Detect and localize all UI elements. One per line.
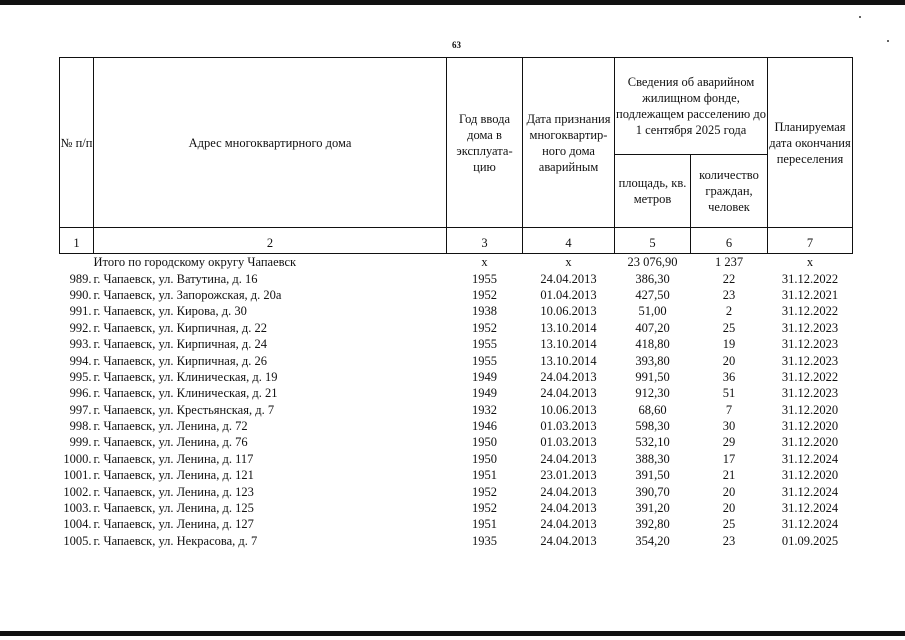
header-people: количество граждан, человек	[691, 155, 768, 228]
row-address: г. Чапаевск, ул. Кирова, д. 30	[93, 304, 247, 319]
row-number: 989.	[69, 271, 92, 286]
row-number: 999.	[69, 435, 92, 450]
table-header	[60, 58, 853, 254]
row-year: 1949	[472, 369, 497, 384]
table-row	[60, 533, 853, 549]
row-address: г. Чапаевск, ул. Ленина, д. 117	[93, 451, 254, 466]
total-people: 1 237	[714, 255, 744, 270]
row-planned: 01.09.2025	[781, 533, 839, 548]
row-area: 388,30	[635, 451, 670, 466]
row-planned: 31.12.2022	[781, 369, 839, 384]
table-row	[60, 483, 853, 499]
row-people: 25	[722, 517, 736, 532]
row-people: 51	[722, 386, 736, 401]
column-number: 6	[691, 228, 768, 254]
row-people: 20	[722, 353, 736, 368]
row-year: 1952	[472, 287, 497, 302]
row-area: 391,50	[635, 468, 670, 483]
row-address: г. Чапаевск, ул. Ленина, д. 123	[93, 484, 254, 499]
row-address: г. Чапаевск, ул. Некрасова, д. 7	[93, 533, 258, 548]
row-year: 1952	[472, 320, 497, 335]
table-body	[60, 254, 853, 550]
row-area: 386,30	[635, 271, 670, 286]
row-area: 392,80	[635, 517, 670, 532]
row-number: 1003.	[63, 501, 92, 516]
row-date: 24.04.2013	[540, 386, 597, 401]
row-year: 1938	[472, 304, 497, 319]
row-number: 1004.	[63, 517, 92, 532]
row-date: 13.10.2014	[540, 337, 597, 352]
row-number: 1000.	[63, 451, 92, 466]
table-row	[60, 336, 853, 352]
row-date: 24.04.2013	[540, 451, 597, 466]
table-row	[60, 320, 853, 336]
row-address: г. Чапаевск, ул. Запорожская, д. 20а	[93, 287, 282, 302]
row-year: 1951	[472, 517, 497, 532]
row-number: 990.	[69, 287, 92, 302]
row-year: 1952	[472, 501, 497, 516]
row-area: 393,80	[635, 353, 670, 368]
row-number: 995.	[69, 369, 92, 384]
row-planned: 31.12.2022	[781, 271, 839, 286]
table-row	[60, 369, 853, 385]
total-label: Итого по городскому округу Чапаевск	[93, 255, 297, 270]
scan-speck	[859, 16, 861, 18]
row-number: 994.	[69, 353, 92, 368]
column-number: 2	[94, 228, 447, 254]
row-planned: 31.12.2022	[781, 304, 839, 319]
row-date: 01.03.2013	[540, 435, 597, 450]
row-people: 20	[722, 501, 736, 516]
row-date: 01.04.2013	[540, 287, 597, 302]
page-number: 63	[452, 40, 461, 50]
column-number: 1	[60, 228, 94, 254]
row-people: 22	[722, 271, 736, 286]
header-info: Сведения об аварийном жилищном фонде, подлежащем расселению до 1 сентября 2025 года	[615, 58, 768, 155]
row-address: г. Чапаевск, ул. Ленина, д. 125	[93, 501, 254, 516]
row-number: 998.	[69, 419, 92, 434]
column-number: 7	[768, 228, 853, 254]
row-planned: 31.12.2020	[781, 468, 839, 483]
header-num: № п/п	[60, 58, 94, 228]
row-date: 23.01.2013	[540, 468, 597, 483]
row-year: 1935	[472, 533, 497, 548]
row-date: 13.10.2014	[540, 353, 597, 368]
row-year: 1955	[472, 271, 497, 286]
row-area: 598,30	[635, 419, 670, 434]
total-row	[60, 254, 853, 271]
row-date: 24.04.2013	[540, 484, 597, 499]
table-row	[60, 516, 853, 532]
row-date: 10.06.2013	[540, 304, 597, 319]
row-people: 17	[722, 451, 736, 466]
row-area: 418,80	[635, 337, 670, 352]
row-area: 427,50	[635, 287, 670, 302]
row-year: 1955	[472, 337, 497, 352]
row-year: 1949	[472, 386, 497, 401]
row-address: г. Чапаевск, ул. Кирпичная, д. 22	[93, 320, 267, 335]
table-row	[60, 352, 853, 368]
total-date: х	[565, 255, 572, 270]
row-area: 532,10	[635, 435, 670, 450]
row-address: г. Чапаевск, ул. Ватутина, д. 16	[93, 271, 258, 286]
row-people: 2	[725, 304, 733, 319]
row-planned: 31.12.2020	[781, 402, 839, 417]
row-address: г. Чапаевск, ул. Ленина, д. 72	[93, 419, 248, 434]
row-date: 13.10.2014	[540, 320, 597, 335]
row-planned: 31.12.2023	[781, 353, 839, 368]
bottom-border-bar	[0, 631, 905, 636]
table-row	[60, 451, 853, 467]
row-address: г. Чапаевск, ул. Крестьянская, д. 7	[93, 402, 275, 417]
row-year: 1932	[472, 402, 497, 417]
row-address: г. Чапаевск, ул. Клиническая, д. 19	[93, 369, 278, 384]
row-people: 25	[722, 320, 736, 335]
housing-table	[59, 57, 853, 549]
row-address: г. Чапаевск, ул. Ленина, д. 76	[93, 435, 248, 450]
row-area: 991,50	[635, 369, 670, 384]
row-planned: 31.12.2021	[781, 287, 839, 302]
table-row	[60, 418, 853, 434]
row-people: 19	[722, 337, 736, 352]
row-people: 20	[722, 484, 736, 499]
scan-speck	[887, 40, 889, 42]
row-date: 24.04.2013	[540, 369, 597, 384]
row-planned: 31.12.2024	[781, 484, 839, 499]
header-date: Дата признания многоквартир-ного дома аварийным	[523, 58, 615, 228]
row-people: 21	[722, 468, 736, 483]
row-people: 30	[722, 419, 736, 434]
row-year: 1946	[472, 419, 497, 434]
row-number: 1002.	[63, 484, 92, 499]
header-address: Адрес многоквартирного дома	[94, 58, 447, 228]
row-planned: 31.12.2024	[781, 451, 839, 466]
row-date: 24.04.2013	[540, 533, 597, 548]
row-planned: 31.12.2023	[781, 320, 839, 335]
header-year: Год ввода дома в эксплуата-цию	[447, 58, 523, 228]
row-area: 68,60	[638, 402, 667, 417]
row-area: 912,30	[635, 386, 670, 401]
header-area: площадь, кв. метров	[615, 155, 691, 228]
row-address: г. Чапаевск, ул. Клиническая, д. 21	[93, 386, 278, 401]
row-area: 390,70	[635, 484, 670, 499]
table-row	[60, 402, 853, 418]
row-date: 24.04.2013	[540, 501, 597, 516]
top-border-bar	[0, 0, 905, 5]
row-people: 29	[722, 435, 736, 450]
row-address: г. Чапаевск, ул. Кирпичная, д. 26	[93, 353, 267, 368]
table-row	[60, 270, 853, 286]
row-number: 996.	[69, 386, 92, 401]
row-planned: 31.12.2023	[781, 337, 839, 352]
row-date: 24.04.2013	[540, 517, 597, 532]
row-date: 01.03.2013	[540, 419, 597, 434]
row-number: 1005.	[63, 533, 92, 548]
table-row	[60, 287, 853, 303]
row-number: 1001.	[63, 468, 92, 483]
row-area: 354,20	[635, 533, 670, 548]
table-row	[60, 434, 853, 450]
row-people: 23	[722, 533, 736, 548]
row-date: 10.06.2013	[540, 402, 597, 417]
total-num	[60, 254, 94, 271]
row-area: 391,20	[635, 501, 670, 516]
row-people: 36	[722, 369, 736, 384]
row-planned: 31.12.2020	[781, 435, 839, 450]
row-planned: 31.12.2024	[781, 501, 839, 516]
table-row	[60, 500, 853, 516]
column-number: 5	[615, 228, 691, 254]
row-people: 23	[722, 287, 736, 302]
row-people: 7	[725, 402, 733, 417]
row-year: 1951	[472, 468, 497, 483]
column-number: 3	[447, 228, 523, 254]
row-planned: 31.12.2023	[781, 386, 839, 401]
row-planned: 31.12.2024	[781, 517, 839, 532]
row-area: 407,20	[635, 320, 670, 335]
row-number: 991.	[69, 304, 92, 319]
row-year: 1952	[472, 484, 497, 499]
column-number-row	[60, 228, 853, 254]
column-number: 4	[523, 228, 615, 254]
row-date: 24.04.2013	[540, 271, 597, 286]
row-year: 1950	[472, 435, 497, 450]
table-row	[60, 467, 853, 483]
row-address: г. Чапаевск, ул. Ленина, д. 127	[93, 517, 254, 532]
total-year: х	[481, 255, 488, 270]
row-year: 1950	[472, 451, 497, 466]
row-number: 992.	[69, 320, 92, 335]
header-planned: Планируемая дата окончания переселения	[768, 58, 853, 228]
row-address: г. Чапаевск, ул. Ленина, д. 121	[93, 468, 254, 483]
table-row	[60, 385, 853, 401]
row-planned: 31.12.2020	[781, 419, 839, 434]
row-number: 997.	[69, 402, 92, 417]
row-address: г. Чапаевск, ул. Кирпичная, д. 24	[93, 337, 267, 352]
total-planned: х	[806, 255, 814, 270]
row-year: 1955	[472, 353, 497, 368]
total-area: 23 076,90	[627, 255, 678, 270]
row-number: 993.	[69, 337, 92, 352]
row-area: 51,00	[638, 304, 667, 319]
table-row	[60, 303, 853, 319]
